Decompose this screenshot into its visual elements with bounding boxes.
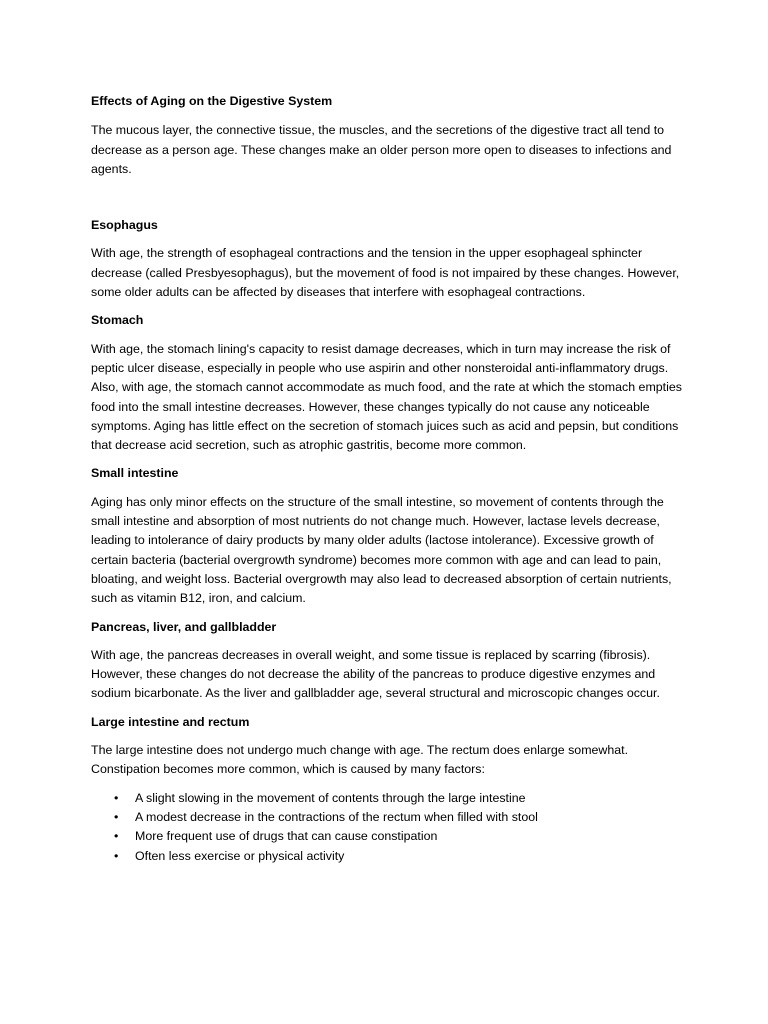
section-text-small-intestine: Aging has only minor effects on the structure of the small intestine, so movement of contents through the small intestine and absorption of most nutrients do not change much. However, lactase levels decrease, leading to intolerance of dairy products by many older adults (lactose intolerance). Excessive growth of certain bacteria (bacterial overgrowth syndrome) becomes more common with age and can lead to pain, bloating, and weight loss. Bacterial overgrowth may also lead to decreased absorption of certain nutrients, such as vitamin B12, iron, and calcium. [91,494,672,606]
section-text-esophagus: With age, the strength of esophageal contractions and the tension in the upper esophageal sphincter decrease (called Presbyesophagus), but the movement of food is not impaired by these changes. However, some older adults can be affected by diseases that interfere with esophageal contractions. [91,246,680,300]
bullet-icon: • [114,809,119,824]
list-item-text: A slight slowing in the movement of contents through the large intestine [135,790,526,805]
list-item [91,827,683,846]
list-item-text: A modest decrease in the contractions of the rectum when filled with stool [135,809,538,824]
list-item [91,808,683,827]
section-heading-small-intestine: Small intestine [91,466,179,481]
bullet-icon: • [114,790,119,805]
bullet-icon: • [114,829,119,844]
section-text-large-intestine-rectum: The large intestine does not undergo much change with age. The rectum does enlarge somewhat. Constipation becomes more common, which is caused by many factors: [91,743,629,777]
list-item [91,847,683,866]
document-page [91,92,683,866]
document-title: Effects of Aging on the Digestive System [91,94,333,108]
list-item-text: Often less exercise or physical activity [135,848,345,863]
section-heading-large-intestine-rectum: Large intestine and rectum [91,714,250,729]
section-heading-pancreas-liver-gallbladder: Pancreas, liver, and gallbladder [91,619,277,634]
section-text-stomach: With age, the stomach lining's capacity to resist damage decreases, which in turn may increase the risk of peptic ulcer disease, especially in people who use aspirin and other nonsteroidal anti-inflammatory drugs. Also, with age, the stomach cannot accommodate as much food, and the rate at which the stomach empties food into the small intestine decreases. However, these changes typically do not cause any noticeable symptoms. Aging has little effect on the secretion of stomach juices such as acid and pepsin, but conditions that decrease acid secretion, such as atrophic gastritis, become more common. [91,341,682,453]
list-item [91,789,683,808]
bullet-icon: • [114,848,119,863]
constipation-factors-list [91,789,683,866]
section-heading-stomach: Stomach [91,313,144,328]
intro-paragraph: The mucous layer, the connective tissue, the muscles, and the secretions of the digestive tract all tend to decrease as a person age. These changes make an older person more open to diseases to infections and agents. [91,123,672,176]
section-heading-esophagus: Esophagus [91,218,158,233]
list-item-text: More frequent use of drugs that can cause constipation [135,829,438,844]
section-text-pancreas-liver-gallbladder: With age, the pancreas decreases in overall weight, and some tissue is replaced by scarring (fibrosis). However, these changes do not decrease the ability of the pancreas to produce digestive enzymes and sodium bicarbonate. As the liver and gallbladder age, several structural and microscopic changes occur. [91,647,660,701]
